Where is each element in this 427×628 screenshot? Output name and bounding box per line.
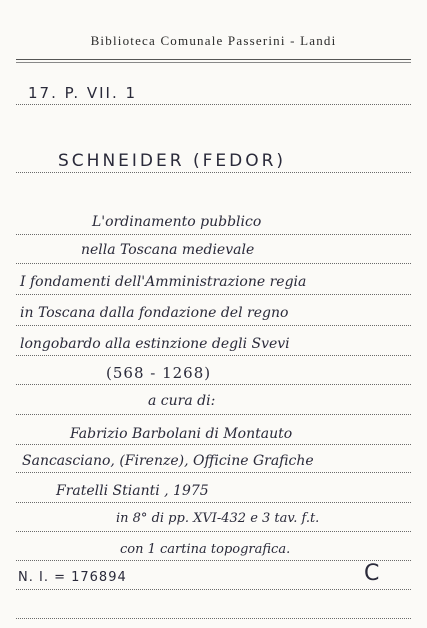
ruled-line: [16, 414, 411, 415]
date-range: (568 - 1268): [106, 364, 212, 382]
editor-name: Fabrizio Barbolani di Montauto: [70, 426, 293, 442]
accession-number: N. I. = 176894: [18, 570, 127, 585]
library-header: Biblioteca Comunale Passerini - Landi: [90, 33, 337, 48]
publisher-year: Fratelli Stianti , 1975: [56, 483, 209, 499]
ruled-line: [16, 263, 411, 264]
ruled-line: [16, 384, 411, 385]
ruled-line: [16, 560, 411, 561]
ruled-line: [16, 502, 411, 503]
map-note: con 1 cartina topografica.: [120, 542, 291, 557]
ruled-line: [16, 355, 411, 356]
subtitle-line-1: I fondamenti dell'Amministrazione regia: [20, 274, 307, 290]
author-heading: SCHNEIDER (FEDOR): [58, 151, 287, 171]
ruled-line: [16, 618, 411, 619]
ruled-line: [16, 294, 411, 295]
catalog-mark: C: [364, 561, 380, 586]
ruled-line: [16, 444, 411, 445]
ruled-line: [16, 325, 411, 326]
ruled-line: [16, 234, 411, 235]
title-line-1: L'ordinamento pubblico: [92, 214, 262, 230]
subtitle-line-3: longobardo alla estinzione degli Svevi: [20, 336, 290, 352]
ruled-line: [16, 589, 411, 590]
title-line-2: nella Toscana medievale: [81, 242, 255, 258]
publisher-line: Sancasciano, (Firenze), Officine Grafiche: [22, 453, 314, 469]
physical-description: in 8° di pp. XVI-432 e 3 tav. f.t.: [116, 511, 320, 526]
ruled-line: [16, 472, 411, 473]
subtitle-line-2: in Toscana dalla fondazione del regno: [20, 305, 289, 321]
shelfmark: 17. P. VII. 1: [28, 84, 138, 102]
ruled-line: [16, 104, 411, 105]
ruled-line: [16, 172, 411, 173]
ruled-line: [16, 531, 411, 532]
editor-label: a cura di:: [148, 393, 216, 409]
header-rule: [16, 59, 411, 63]
